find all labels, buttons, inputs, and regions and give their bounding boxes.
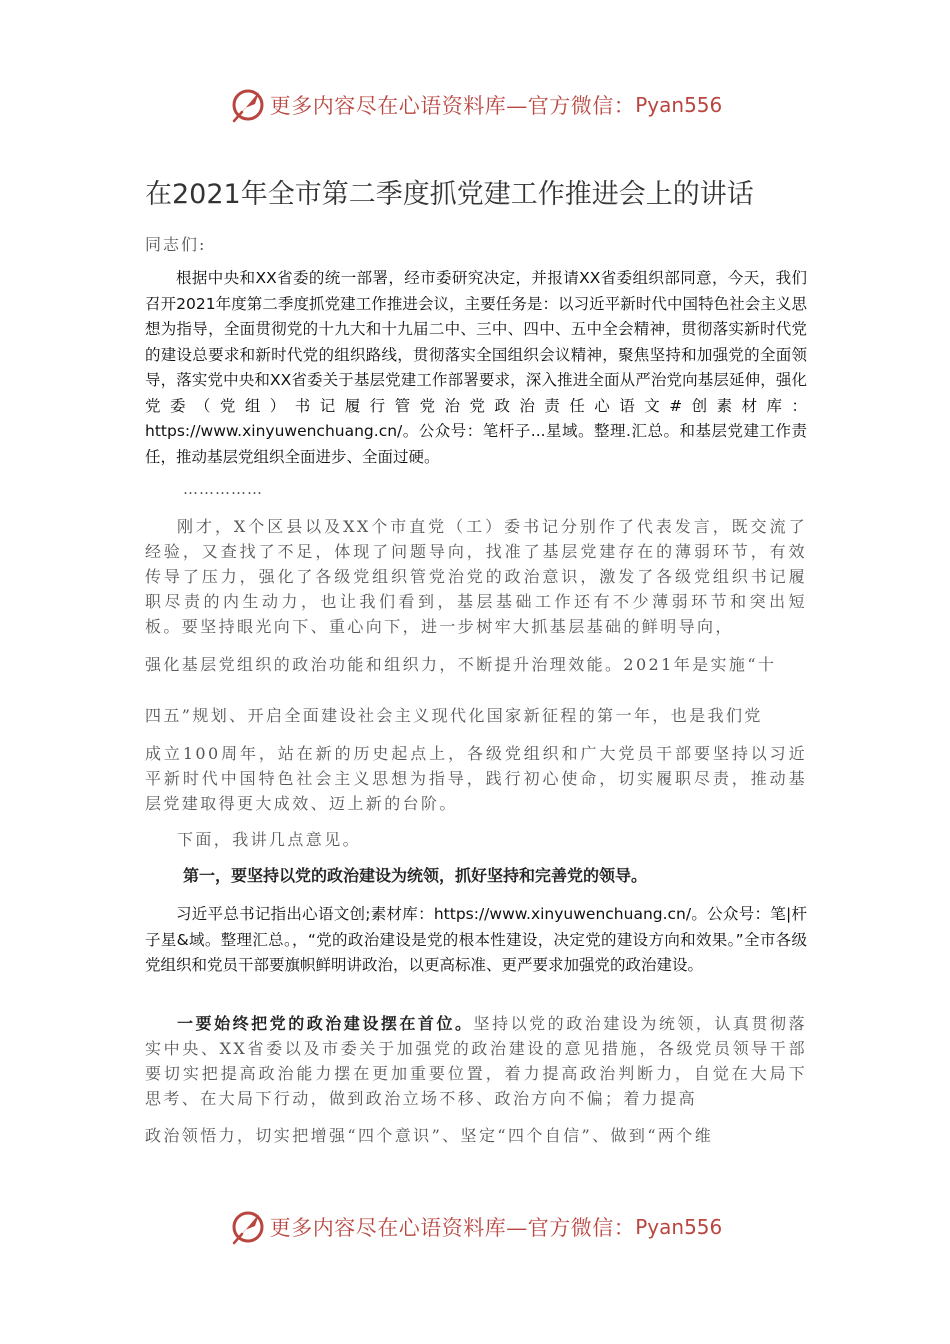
paragraph-review-cont-2: 四五”规划、开启全面建设社会主义现代化国家新征程的第一年，也是我们党 [145, 706, 763, 725]
paragraph-intro: 根据中央和XX省委的统一部署，经市委研究决定，并报请XX省委组织部同意，今天，我们召开2021年度第二季度抓党建工作推进会议，主要任务是：以习近平新时代中国特色社会主义思想为指导，全面贯彻党的十九大和十九届二中、三中、四中、五中全会精神，贯彻落实新时代党的建设总要求和新时代党的组织路线，贯彻落实全国组织会议精神，聚焦坚持和加强党的全面领导，落实党中央和XX省委关于基层党建工作部署要求，深入推进全面从严治党向基层延伸，强化党委（党组）书记履行管党治党政治责任心语文#创素材库：https://www.xinyuwenchuang.cn/。公众号：笔杆子...星域。整理.汇总。和基层党建工作责任，推动基层党组织全面进步、全面过硬。 [145, 269, 807, 466]
paragraph-review: 刚才，X个区县以及XX个市直党（工）委书记分别作了代表发言，既交流了经验，又查找了不足，体现了问题导向，找准了基层党建存在的薄弱环节，有效传导了压力，强化了各级党组织管党治党的政治意识，激发了各级党组织书记履职尽责的内生动力，也让我们看到，基层基础工作还有不少薄弱环节和突出短板。要坚持眼光向下、重心向下，进一步树牢大抓基层基础的鲜明导向， [145, 517, 807, 636]
paragraph-quote: 习近平总书记指出心语文创;素材库：https://www.xinyuwenchuang.cn/。公众号：笔|杆子星&域。整理汇总。，“党的政治建设是党的根本性建设，决定党的建设方向和效果。”全市各级党组织和党员干部要旗帜鲜明讲政治，以更高标准、更严要求加强党的政治建设。 [145, 905, 807, 974]
section-heading-1: 第一，要坚持以党的政治建设为统领，抓好坚持和完善党的领导。 [183, 866, 648, 885]
banner-handle: Pyan556 [635, 1215, 723, 1239]
point-1-lead: 一要始终把党的政治建设摆在首位。 [177, 1014, 474, 1033]
banner-handle: Pyan556 [635, 93, 723, 117]
point-1-body: 坚持以党的政治建设为统领，认真贯彻落实中央、XX省委以及市委关于加强党的政治建设的意见措施，各级党员领导干部要切实把提高政治能力摆在更加重要位置，着力提高政治判断力，自觉在大局下思考、在大局下行动，做到政治立场不移、政治方向不偏；着力提高 [145, 1014, 807, 1108]
paragraph-review-cont-1: 强化基层党组织的政治功能和组织力，不断提升治理效能。2021年是实施“十 [145, 655, 777, 674]
header-banner [0, 80, 950, 130]
ellipsis: …………… [183, 480, 263, 498]
paragraph-point-1-cont: 政治领悟力，切实把增强“四个意识”、坚定“四个自信”、做到“两个维 [145, 1126, 714, 1145]
salutation: 同志们: [145, 235, 207, 254]
page-title: 在2021年全市第二季度抓党建工作推进会上的讲话 [145, 179, 754, 210]
paragraph-transition: 下面，我讲几点意见。 [177, 830, 362, 849]
paragraph-point-1 [145, 1011, 807, 1111]
quill-logo-icon [228, 1207, 268, 1247]
paragraph-review-cont-3: 成立100周年，站在新的历史起点上，各级党组织和广大党员干部要坚持以习近平新时代中国特色社会主义思想为指导，践行初心使命，切实履职尽责，推动基层党建取得更大成效、迈上新的台阶。 [145, 744, 807, 813]
banner-text: 更多内容尽在心语资料库—官方微信： [269, 94, 636, 118]
quill-logo-icon [228, 85, 268, 125]
banner-text: 更多内容尽在心语资料库—官方微信： [269, 1216, 636, 1240]
footer-banner [0, 1202, 950, 1252]
